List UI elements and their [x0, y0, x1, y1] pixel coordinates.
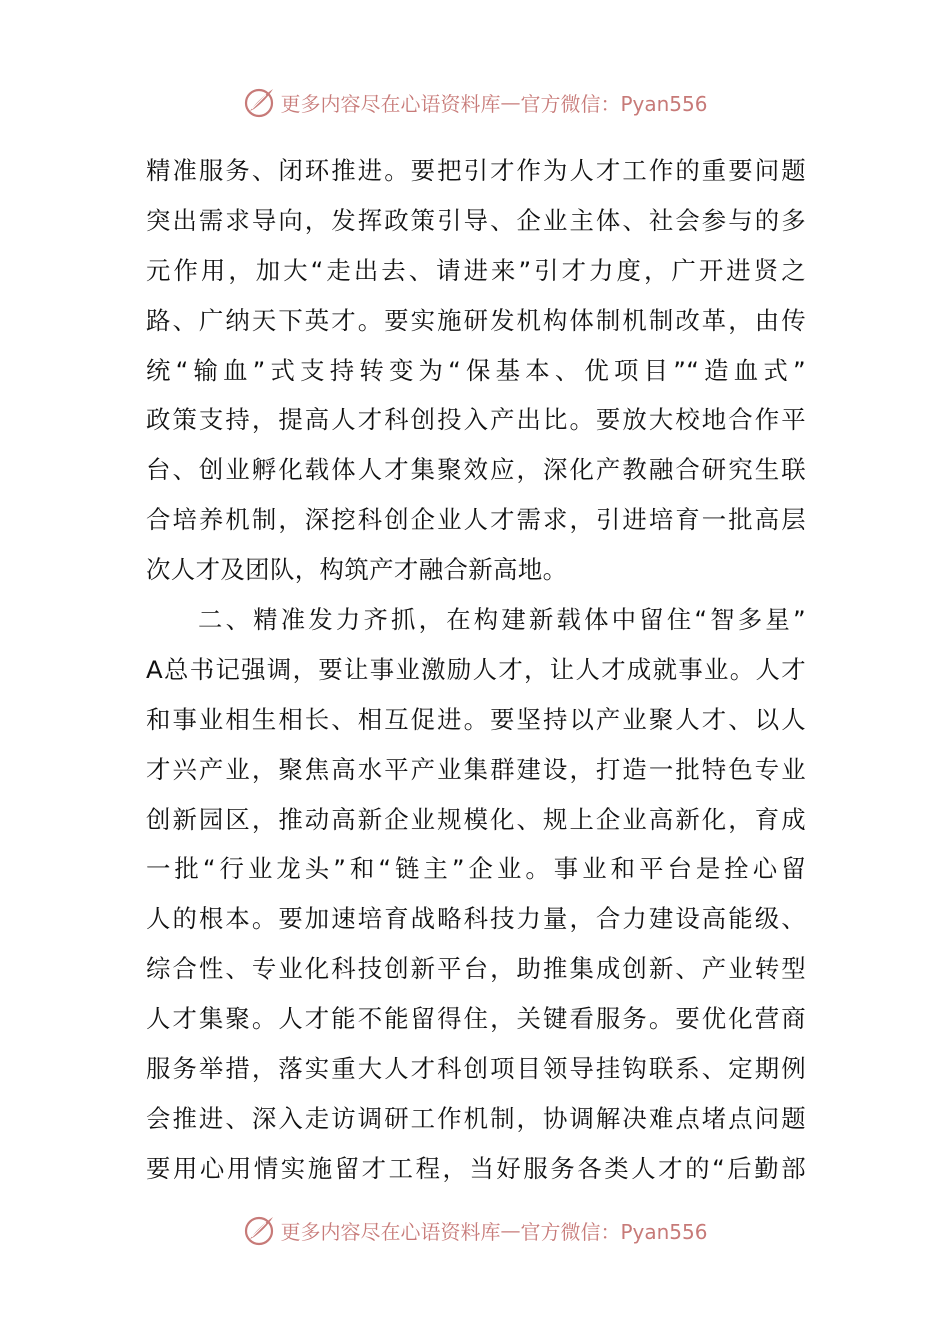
body-line: 服务举措，落实重大人才科创项目领导挂钩联系、定期例: [146, 1054, 806, 1084]
body-line: A总书记强调，要让事业激励人才，让人才成就事业。人才: [146, 654, 806, 684]
body-line: 精准服务、闭环推进。要把引才作为人才工作的重要问题: [146, 156, 806, 185]
body-line: 次人才及团队，构筑产才融合新高地。: [146, 555, 568, 585]
banner-dash: —: [500, 90, 521, 114]
section-heading: 二、精准发力齐抓，在构建新载体中留住“智多星”: [198, 605, 806, 635]
body-line: 人的根本。要加速培育战略科技力量，合力建设高能级、: [146, 904, 806, 934]
banner-dash: —: [500, 1218, 521, 1242]
body-line: 政策支持，提高人才科创投入产出比。要放大校地合作平: [146, 405, 806, 435]
body-line: 会推进、深入走访调研工作机制，协调解决难点堵点问题: [146, 1103, 806, 1133]
banner-wechat-text: 官方微信：Pyan556: [520, 1219, 708, 1244]
body-line: 才兴产业，聚焦高水平产业集群建设，打造一批特色专业: [146, 754, 806, 784]
body-line: 和事业相生相长、相互促进。要坚持以产业聚人才、以人: [146, 704, 806, 734]
document-body: [146, 146, 806, 1194]
body-line: 台、创业孵化载体人才集聚效应，深化产教融合研究生联: [146, 455, 806, 485]
banner-main-text: 更多内容尽在心语资料库: [280, 91, 501, 116]
header-watermark-banner: [0, 80, 950, 124]
banner-main-text: 更多内容尽在心语资料库: [280, 1219, 501, 1244]
quill-circle-icon: [242, 1213, 276, 1247]
body-line: 合培养机制，深挖科创企业人才需求，引进培育一批高层: [146, 505, 806, 535]
body-line: 要用心用情实施留才工程，当好服务各类人才的“后勤部: [146, 1153, 806, 1183]
body-line: 元作用，加大“走出去、请进来”引才力度，广开进贤之: [146, 255, 806, 285]
body-line: 人才集聚。人才能不能留得住，关键看服务。要优化营商: [146, 1004, 806, 1034]
body-line: 创新园区，推动高新企业规模化、规上企业高新化，育成: [146, 804, 806, 834]
footer-watermark-banner: [0, 1208, 950, 1252]
body-line: 统“输血”式支持转变为“保基本、优项目”“造血式”: [146, 355, 806, 385]
body-line: 综合性、专业化科技创新平台，助推集成创新、产业转型: [146, 954, 806, 984]
quill-circle-icon: [242, 85, 276, 119]
body-line: 路、广纳天下英才。要实施研发机构体制机制改革，由传: [146, 305, 806, 335]
banner-wechat-text: 官方微信：Pyan556: [520, 91, 708, 116]
body-line: 突出需求导向，发挥政策引导、企业主体、社会参与的多: [146, 205, 806, 235]
body-line: 一批“行业龙头”和“链主”企业。事业和平台是拴心留: [146, 854, 806, 884]
